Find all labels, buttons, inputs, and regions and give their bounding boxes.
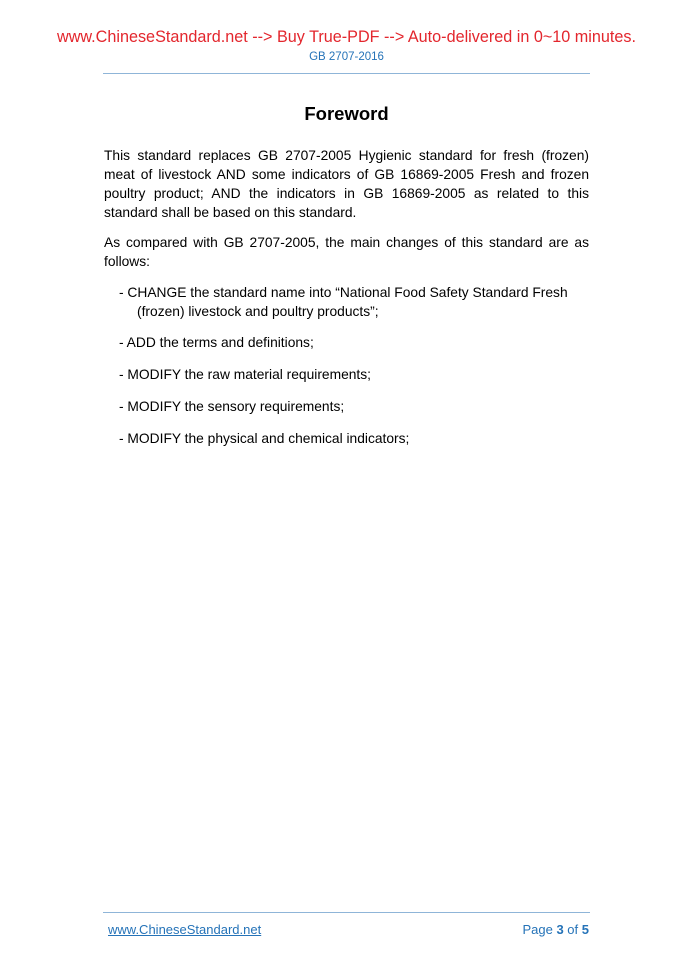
list-item (119, 397, 589, 416)
page-prefix: Page (522, 922, 557, 937)
list-item-line: - CHANGE the standard name into “National Food Safety Standard Fresh (119, 285, 568, 300)
footer-divider (103, 912, 590, 913)
promo-banner[interactable]: www.ChineseStandard.net --> Buy True-PDF --> Auto-delivered in 0~10 minutes. (57, 28, 636, 46)
list-item-line: - MODIFY the raw material requirements; (119, 367, 371, 382)
footer-site-link[interactable]: www.ChineseStandard.net (108, 922, 262, 937)
page-title: Foreword (304, 103, 389, 124)
page-number (522, 922, 589, 938)
page-total: 5 (581, 922, 589, 937)
list-item (119, 429, 589, 448)
list-item (119, 365, 589, 384)
list-item-line: - MODIFY the sensory requirements; (119, 399, 345, 414)
list-item (119, 333, 589, 352)
list-item-continuation: (frozen) livestock and poultry products”; (137, 304, 379, 319)
list-item-line: - MODIFY the physical and chemical indicators; (119, 431, 410, 446)
document-code: GB 2707-2016 (309, 51, 384, 63)
list-item (119, 283, 589, 321)
paragraph-replacement: This standard replaces GB 2707-2005 Hygienic standard for fresh (frozen) meat of livestock AND some indicators of GB 16869-2005 Fresh and frozen poultry product; AND the indicators in GB 16869-2005 as related to this standard shall be based on this standard. (104, 148, 589, 220)
page-current: 3 (556, 922, 564, 937)
page-of: of (563, 922, 582, 937)
list-item-line: - ADD the terms and definitions; (119, 335, 314, 350)
paragraph-changes-intro: As compared with GB 2707-2005, the main changes of this standard are as follows: (104, 235, 589, 269)
header-divider (103, 73, 590, 74)
